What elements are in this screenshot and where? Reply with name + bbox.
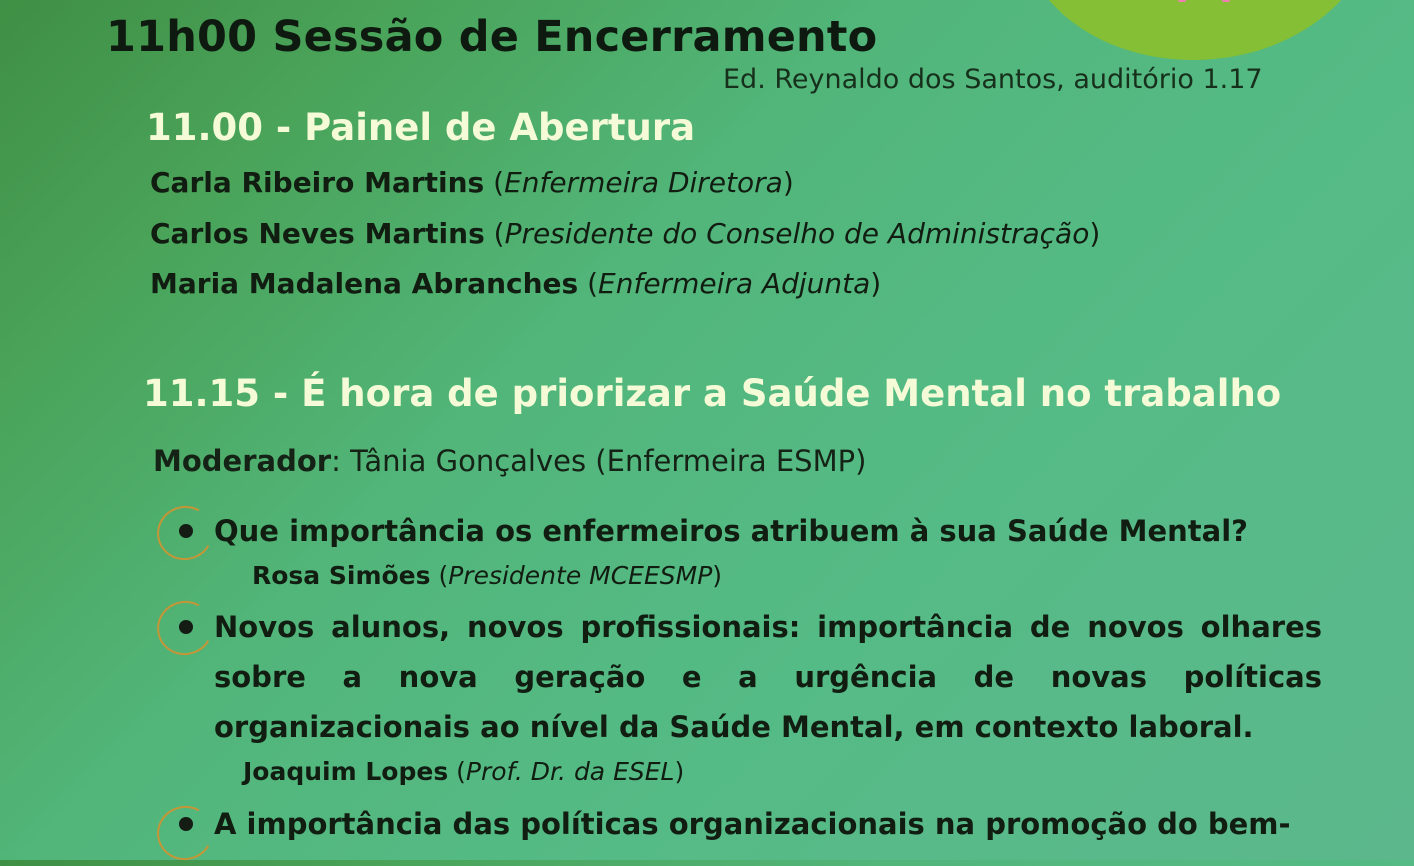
topic-speaker: Joaquim Lopes (Prof. Dr. da ESEL) bbox=[243, 757, 685, 786]
topic-item: Novos alunos, novos profissionais: importância de novos olhares sobre a nova geração e a urgência de novas políticas organizacionais ao nível da Saúde Mental, em contexto laboral. bbox=[214, 610, 1322, 744]
topic-speaker-name: Rosa Simões bbox=[252, 561, 431, 590]
session-title: 11h00 Sessão de Encerramento bbox=[106, 12, 878, 62]
moderator-line: Moderador: Tânia Gonçalves (Enfermeira ESMP) bbox=[153, 444, 867, 478]
topic-item: A importância das políticas organizacionais na promoção do bem- bbox=[214, 807, 1291, 841]
speaker-name: Carla Ribeiro Martins bbox=[150, 166, 485, 199]
decorative-pink-marks bbox=[1178, 0, 1238, 2]
topic-speaker-role: Presidente MCEESMP bbox=[448, 561, 713, 590]
speaker-line: Maria Madalena Abranches (Enfermeira Adjunta) bbox=[150, 267, 882, 300]
speaker-line: Carlos Neves Martins (Presidente do Conselho de Administração) bbox=[150, 217, 1101, 250]
moderator-value: Tânia Gonçalves (Enfermeira ESMP) bbox=[350, 444, 867, 478]
speaker-role: Presidente do Conselho de Administração bbox=[504, 217, 1090, 250]
speaker-name: Maria Madalena Abranches bbox=[150, 267, 579, 300]
panel-mental-health-heading: 11.15 - É hora de priorizar a Saúde Mental no trabalho bbox=[143, 372, 1282, 415]
topic-item: Que importância os enfermeiros atribuem à sua Saúde Mental? bbox=[214, 514, 1248, 548]
bullet-icon bbox=[179, 817, 193, 831]
moderator-label: Moderador bbox=[153, 444, 332, 478]
topic-speaker-name: Joaquim Lopes bbox=[243, 757, 449, 786]
venue-label: Ed. Reynaldo dos Santos, auditório 1.17 bbox=[723, 64, 1263, 95]
speaker-role: Enfermeira Diretora bbox=[504, 166, 783, 199]
speaker-line: Carla Ribeiro Martins (Enfermeira Diretora) bbox=[150, 166, 794, 199]
topic-speaker: Rosa Simões (Presidente MCEESMP) bbox=[252, 561, 723, 590]
bullet-icon bbox=[179, 620, 193, 634]
speaker-name: Carlos Neves Martins bbox=[150, 217, 485, 250]
speaker-role: Enfermeira Adjunta bbox=[598, 267, 871, 300]
bullet-ring-decoration bbox=[151, 800, 219, 866]
panel-opening-heading: 11.00 - Painel de Abertura bbox=[146, 106, 696, 149]
topic-speaker-role: Prof. Dr. da ESEL bbox=[465, 757, 675, 786]
bullet-icon bbox=[179, 524, 193, 538]
